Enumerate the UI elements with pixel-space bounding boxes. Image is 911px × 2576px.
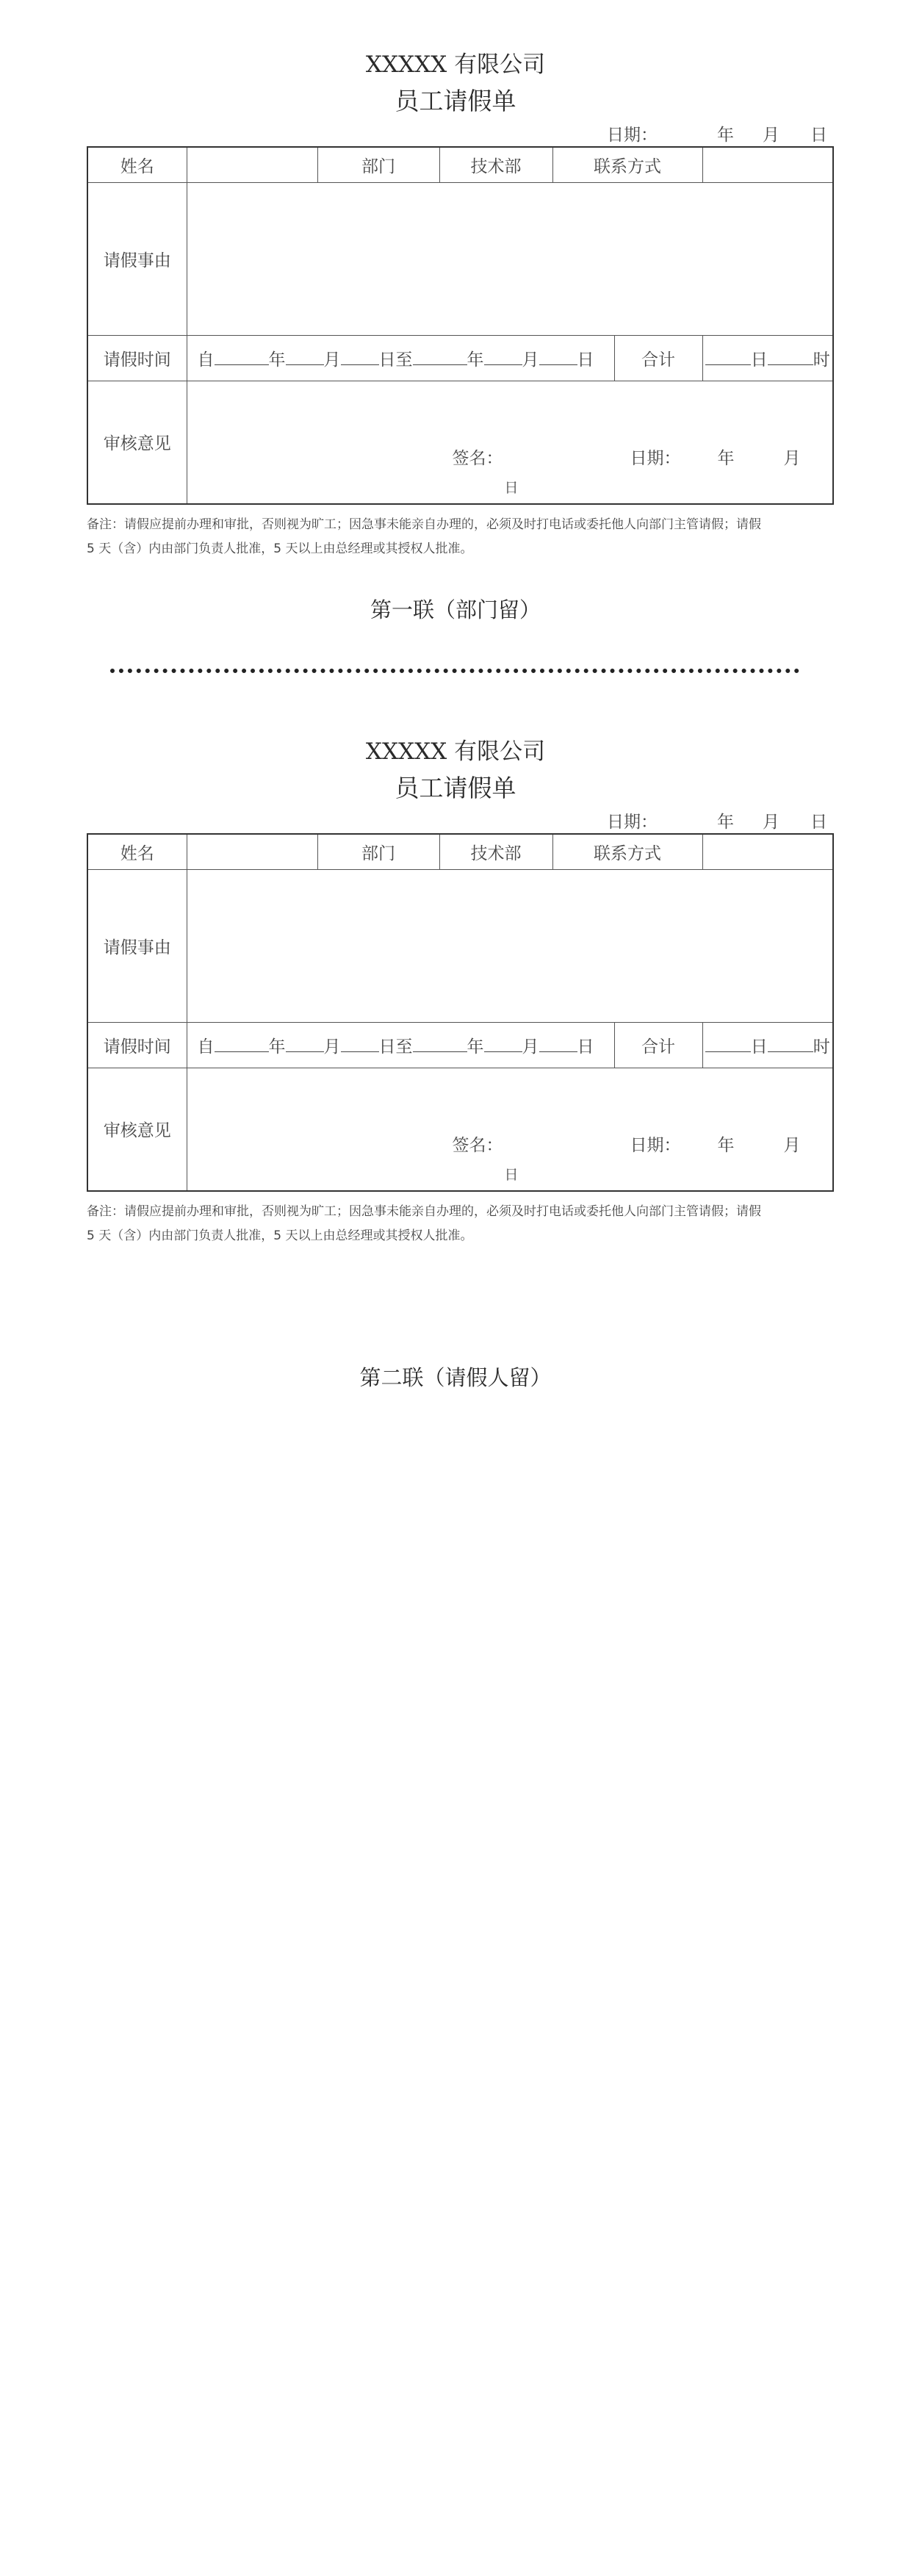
total-value[interactable]: 日 时 <box>702 1022 833 1068</box>
time-range[interactable]: 自 年 月 日至 年 月 日 <box>187 1022 614 1068</box>
review-month: 月 <box>783 448 801 468</box>
form-date-line <box>0 808 911 830</box>
reason-label: 请假事由 <box>87 869 187 1022</box>
date-day: 日 <box>810 813 827 832</box>
date-day: 日 <box>810 126 827 145</box>
blank-from-month[interactable] <box>286 348 324 365</box>
total-label: 合计 <box>614 335 702 381</box>
blank-from-month[interactable] <box>286 1035 324 1052</box>
review-month: 月 <box>783 1135 801 1155</box>
dept-value[interactable]: 技术部 <box>439 147 552 182</box>
blank-to-month[interactable] <box>484 1035 522 1052</box>
blank-total-day[interactable] <box>705 348 751 365</box>
contact-value[interactable] <box>702 834 833 869</box>
review-day: 日 <box>504 1166 519 1183</box>
review-date-label: 日期： <box>630 1135 681 1155</box>
contact-label: 联系方式 <box>552 147 702 182</box>
review-year: 年 <box>717 1135 735 1155</box>
date-month: 月 <box>763 126 779 145</box>
leave-form-copy-2 <box>0 687 911 1458</box>
name-value[interactable] <box>187 147 317 182</box>
name-value[interactable] <box>187 834 317 869</box>
reason-value[interactable] <box>187 182 833 335</box>
note: 备注：请假应提前办理和审批，否则视为旷工；因急事未能亲自办理的，必须及时打电话或委托他人向部门主管请假；请假 5 天（含）内由部门负责人批准，5 天以上由总经理或其授权人批准。 <box>87 517 761 556</box>
blank-total-day[interactable] <box>705 1035 751 1052</box>
date-label: 日期： <box>607 126 658 145</box>
sign-label: 签名： <box>452 448 503 468</box>
date-month: 月 <box>763 813 779 832</box>
company-name: XXXXX 有限公司 <box>365 738 546 765</box>
blank-to-day[interactable] <box>539 1035 577 1052</box>
copy-label: 第二联（请假人留） <box>359 1365 552 1390</box>
leave-table <box>87 146 834 505</box>
blank-to-year[interactable] <box>413 348 467 365</box>
dept-label: 部门 <box>317 834 439 869</box>
blank-to-year[interactable] <box>413 1035 467 1052</box>
blank-from-day[interactable] <box>341 348 379 365</box>
reason-value[interactable] <box>187 869 833 1022</box>
name-label: 姓名 <box>87 834 187 869</box>
form-title: 员工请假单 <box>395 87 516 115</box>
reason-label: 请假事由 <box>87 182 187 335</box>
form-title: 员工请假单 <box>395 774 516 802</box>
review-year: 年 <box>717 448 735 468</box>
blank-to-day[interactable] <box>539 348 577 365</box>
contact-value[interactable] <box>702 147 833 182</box>
date-year: 年 <box>717 126 734 145</box>
dept-value[interactable]: 技术部 <box>439 834 552 869</box>
review-value[interactable] <box>187 381 833 504</box>
time-label: 请假时间 <box>87 1022 187 1068</box>
date-year: 年 <box>717 813 734 832</box>
form-date-line <box>0 121 911 143</box>
cut-line-divider <box>110 669 799 673</box>
leave-form-copy-1 <box>0 0 911 687</box>
note: 备注：请假应提前办理和审批，否则视为旷工；因急事未能亲自办理的，必须及时打电话或委托他人向部门主管请假；请假 5 天（含）内由部门负责人批准，5 天以上由总经理或其授权人批准。 <box>87 1204 761 1243</box>
leave-table <box>87 833 834 1192</box>
total-value[interactable]: 日 时 <box>702 335 833 381</box>
name-label: 姓名 <box>87 147 187 182</box>
total-label: 合计 <box>614 1022 702 1068</box>
review-label: 审核意见 <box>87 1068 187 1191</box>
blank-to-month[interactable] <box>484 348 522 365</box>
review-label: 审核意见 <box>87 381 187 504</box>
blank-total-hour[interactable] <box>768 1035 813 1052</box>
blank-from-year[interactable] <box>215 1035 269 1052</box>
date-label: 日期： <box>607 813 658 832</box>
company-name: XXXXX 有限公司 <box>365 51 546 78</box>
review-date-label: 日期： <box>630 448 681 468</box>
review-value[interactable] <box>187 1068 833 1191</box>
blank-from-year[interactable] <box>215 348 269 365</box>
sign-label: 签名： <box>452 1135 503 1155</box>
review-day: 日 <box>504 479 519 496</box>
time-label: 请假时间 <box>87 335 187 381</box>
blank-from-day[interactable] <box>341 1035 379 1052</box>
blank-total-hour[interactable] <box>768 348 813 365</box>
time-range[interactable]: 自 年 月 日至 年 月 日 <box>187 335 614 381</box>
contact-label: 联系方式 <box>552 834 702 869</box>
copy-label: 第一联（部门留） <box>370 597 541 622</box>
dept-label: 部门 <box>317 147 439 182</box>
